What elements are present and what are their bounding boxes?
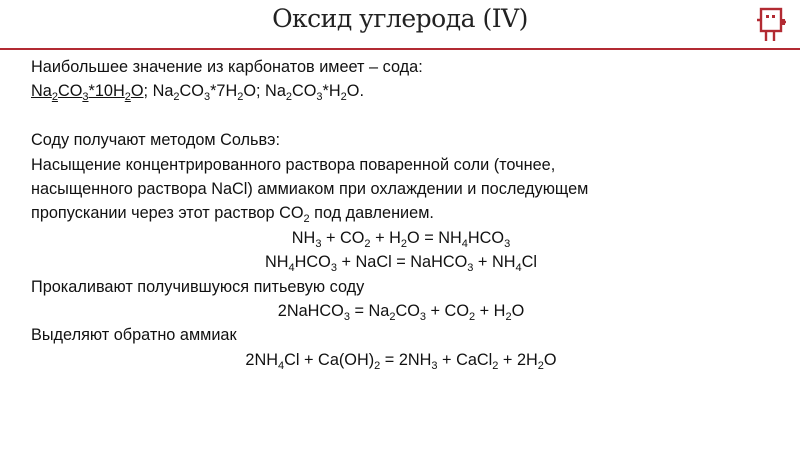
- subscript: 4: [278, 359, 285, 372]
- text-run: O: [543, 350, 557, 369]
- subscript: 2: [492, 359, 499, 372]
- text-run: Соду получают методом Сольвэ:: [31, 131, 281, 150]
- subscript: 3: [504, 237, 511, 250]
- text-run: Прокаливают получившуюся питьевую соду: [31, 277, 365, 296]
- equation-line: [31, 250, 771, 274]
- subscript: 3: [316, 91, 323, 104]
- slide-body: [31, 55, 771, 372]
- equation-line: [31, 348, 771, 372]
- text-run: NH: [291, 228, 316, 247]
- text-line: [31, 79, 771, 103]
- subscript: 3: [431, 359, 438, 372]
- text-run: пропускании через этот раствор CO: [31, 204, 304, 223]
- text-run: = 2NH: [380, 350, 432, 369]
- text-run: CO: [292, 82, 317, 101]
- subscript: 2: [340, 91, 347, 104]
- text-run: NH: [265, 253, 289, 272]
- text-run: CO: [57, 82, 83, 101]
- text-line: [31, 153, 771, 177]
- equation-line: [31, 299, 771, 323]
- subscript: 3: [343, 310, 350, 323]
- text-run: O: [511, 301, 525, 320]
- text-run: O: [130, 82, 144, 101]
- subscript: 2: [285, 91, 292, 104]
- text-run: O = NH: [407, 228, 462, 247]
- subscript: 2: [505, 310, 512, 323]
- text-run: CO: [395, 301, 420, 320]
- subscript: 3: [467, 262, 474, 275]
- subscript: 2: [468, 310, 476, 323]
- subscript: 2: [124, 91, 131, 104]
- subscript: 4: [461, 237, 468, 250]
- text-run: O.: [346, 82, 364, 101]
- text-run: HCO: [294, 253, 331, 272]
- text-run: + CO: [321, 228, 365, 247]
- text-run: + H: [475, 301, 506, 320]
- text-run: 2NaHCO: [277, 301, 344, 320]
- subscript: 3: [315, 237, 322, 250]
- subscript: 2: [173, 91, 180, 104]
- text-run: + CO: [426, 301, 469, 320]
- text-line: [31, 323, 771, 347]
- subscript: 4: [288, 262, 295, 275]
- text-run: *10H: [88, 82, 125, 101]
- text-run: + 2H: [498, 350, 538, 369]
- text-run: HCO: [467, 228, 505, 247]
- text-run: Cl + Ca(OH): [284, 350, 375, 369]
- subscript: 2: [303, 213, 310, 226]
- text-run: CO: [179, 82, 204, 101]
- robot-logo-icon: [755, 6, 787, 44]
- text-line: [31, 55, 771, 79]
- text-run: ; Na: [143, 82, 174, 101]
- text-run: + NH: [473, 253, 516, 272]
- text-run: *7H: [210, 82, 238, 101]
- subscript: 3: [82, 91, 89, 104]
- title-divider: [0, 48, 800, 50]
- subscript: 3: [203, 91, 211, 104]
- text-run: + NaCl = NaHCO: [336, 253, 468, 272]
- text-line: [31, 201, 771, 225]
- text-run: + H: [370, 228, 401, 247]
- text-run: Na: [31, 82, 52, 101]
- subscript: 3: [330, 262, 337, 275]
- text-run: Насыщение концентрированного раствора поваренной соли (точнее,: [31, 155, 556, 174]
- text-run: + CaCl: [437, 350, 493, 369]
- text-run: 2NH: [245, 350, 278, 369]
- subscript: 4: [515, 262, 522, 275]
- subscript: 2: [237, 91, 244, 104]
- subscript: 2: [364, 237, 371, 250]
- text-run: Выделяют обратно аммиак: [31, 326, 237, 345]
- blank-line: [31, 104, 771, 128]
- text-run: под давлением.: [309, 204, 434, 223]
- subscript: 2: [537, 359, 544, 372]
- text-line: [31, 275, 771, 299]
- subscript: 2: [400, 237, 407, 250]
- text-run: O; Na: [243, 82, 286, 101]
- text-run: Cl: [521, 253, 537, 272]
- slide-title: Оксид углерода (IV): [272, 4, 528, 33]
- text-line: [31, 177, 771, 201]
- text-line: [31, 128, 771, 152]
- text-run: = Na: [349, 301, 390, 320]
- subscript: 2: [51, 91, 58, 104]
- text-run: насыщенного раствора NaCl) аммиаком при охлаждении и последующем: [31, 179, 589, 198]
- text-run: Наибольшее значение из карбонатов имеет – сода:: [31, 58, 423, 76]
- subscript: 2: [389, 310, 396, 323]
- equation-line: [31, 226, 771, 250]
- text-run: *H: [322, 82, 341, 101]
- subscript: 2: [374, 359, 381, 372]
- subscript: 3: [419, 310, 426, 323]
